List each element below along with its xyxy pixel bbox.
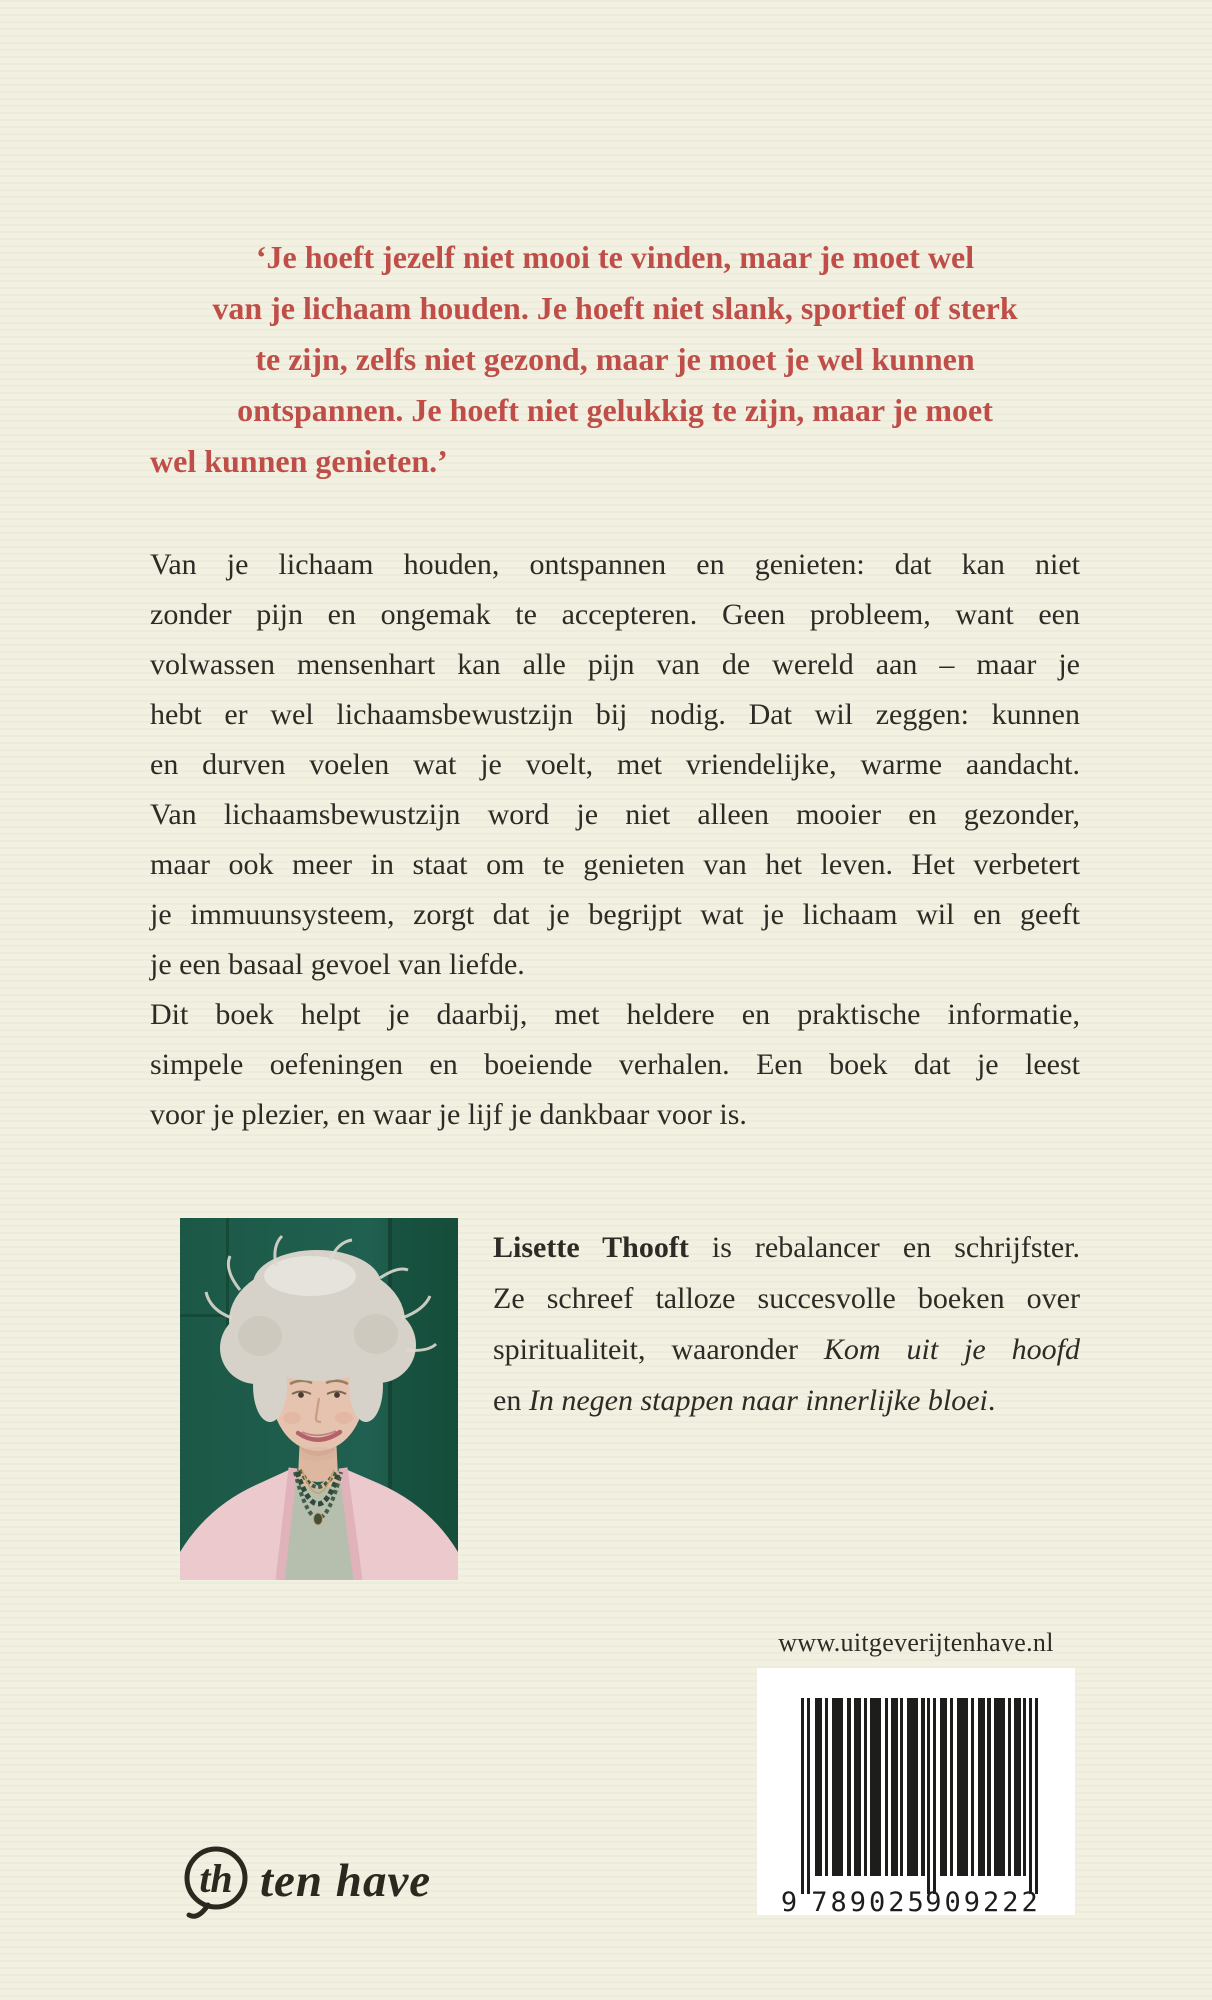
text-line: Ze schreef talloze succesvolle boeken over xyxy=(493,1282,1080,1315)
author-section xyxy=(180,1218,1080,1580)
text-line: je immuunsysteem, zorgt dat je begrijpt wat je lichaam wil en geeft xyxy=(150,898,1080,931)
text-line: ‘Je hoeft jezelf niet mooi te vinden, maar je moet wel xyxy=(255,239,975,275)
ten-have-logo-icon xyxy=(176,1838,476,1924)
text-line: Dit boek helpt je daarbij, met heldere en praktische informatie, xyxy=(150,998,1080,1031)
text-line: zonder pijn en ongemak te accepteren. Geen probleem, want een xyxy=(150,598,1080,631)
text-line: je een basaal gevoel van liefde. xyxy=(150,948,525,981)
publisher-monogram: th xyxy=(199,1856,233,1901)
text-line: te zijn, zelfs niet gezond, maar je moet je wel kunnen xyxy=(255,341,975,377)
publisher-website-url: www.uitgeverijtenhave.nl xyxy=(778,1628,1054,1657)
text-line: en In negen stappen naar innerlijke bloei. xyxy=(493,1384,996,1417)
text-line: maar ook meer in staat om te genieten van het leven. Het verbetert xyxy=(150,848,1080,881)
svg-text:909222: 909222 xyxy=(925,1887,1041,1915)
barcode-bars xyxy=(801,1698,1038,1894)
isbn-barcode xyxy=(757,1668,1075,1915)
text-line: Van je lichaam houden, ontspannen en genieten: dat kan niet xyxy=(150,548,1080,581)
svg-text:789025: 789025 xyxy=(811,1887,927,1915)
author-photo-illustration xyxy=(180,1218,458,1580)
publisher-logo xyxy=(176,1838,476,1924)
text-line: simpele oefeningen en boeiende verhalen. Een boek dat je leest xyxy=(150,1048,1080,1081)
blurb-text xyxy=(150,540,1080,1140)
text-line: hebt er wel lichaamsbewustzijn bij nodig. Dat wil zeggen: kunnen xyxy=(150,698,1080,731)
publisher-name: ten have xyxy=(260,1855,432,1907)
text-line: Lisette Thooft is rebalancer en schrijfster. xyxy=(493,1231,1080,1264)
isbn-number xyxy=(781,1887,1041,1915)
endorsement-quote xyxy=(150,232,1080,487)
blurb-paragraph-1 xyxy=(150,540,1080,990)
barcode-graphic xyxy=(757,1668,1075,1915)
text-line: van je lichaam houden. Je hoeft niet slank, sportief of sterk xyxy=(212,290,1018,326)
svg-text:9: 9 xyxy=(780,1887,798,1915)
text-line: en durven voelen wat je voelt, met vriendelijke, warme aandacht. xyxy=(150,748,1080,781)
text-line: spiritualiteit, waaronder Kom uit je hoofd xyxy=(493,1333,1080,1366)
text-line: volwassen mensenhart kan alle pijn van de wereld aan – maar je xyxy=(150,648,1080,681)
text-line: ontspannen. Je hoeft niet gelukkig te zijn, maar je moet xyxy=(237,392,993,428)
text-line: wel kunnen genieten.’ xyxy=(150,443,448,479)
author-photo xyxy=(180,1218,458,1580)
blurb-paragraph-2 xyxy=(150,990,1080,1140)
text-line: Van lichaamsbewustzijn word je niet alleen mooier en gezonder, xyxy=(150,798,1080,831)
author-bio xyxy=(493,1218,1080,1426)
text-line: voor je plezier, en waar je lijf je dankbaar voor is. xyxy=(150,1098,747,1131)
